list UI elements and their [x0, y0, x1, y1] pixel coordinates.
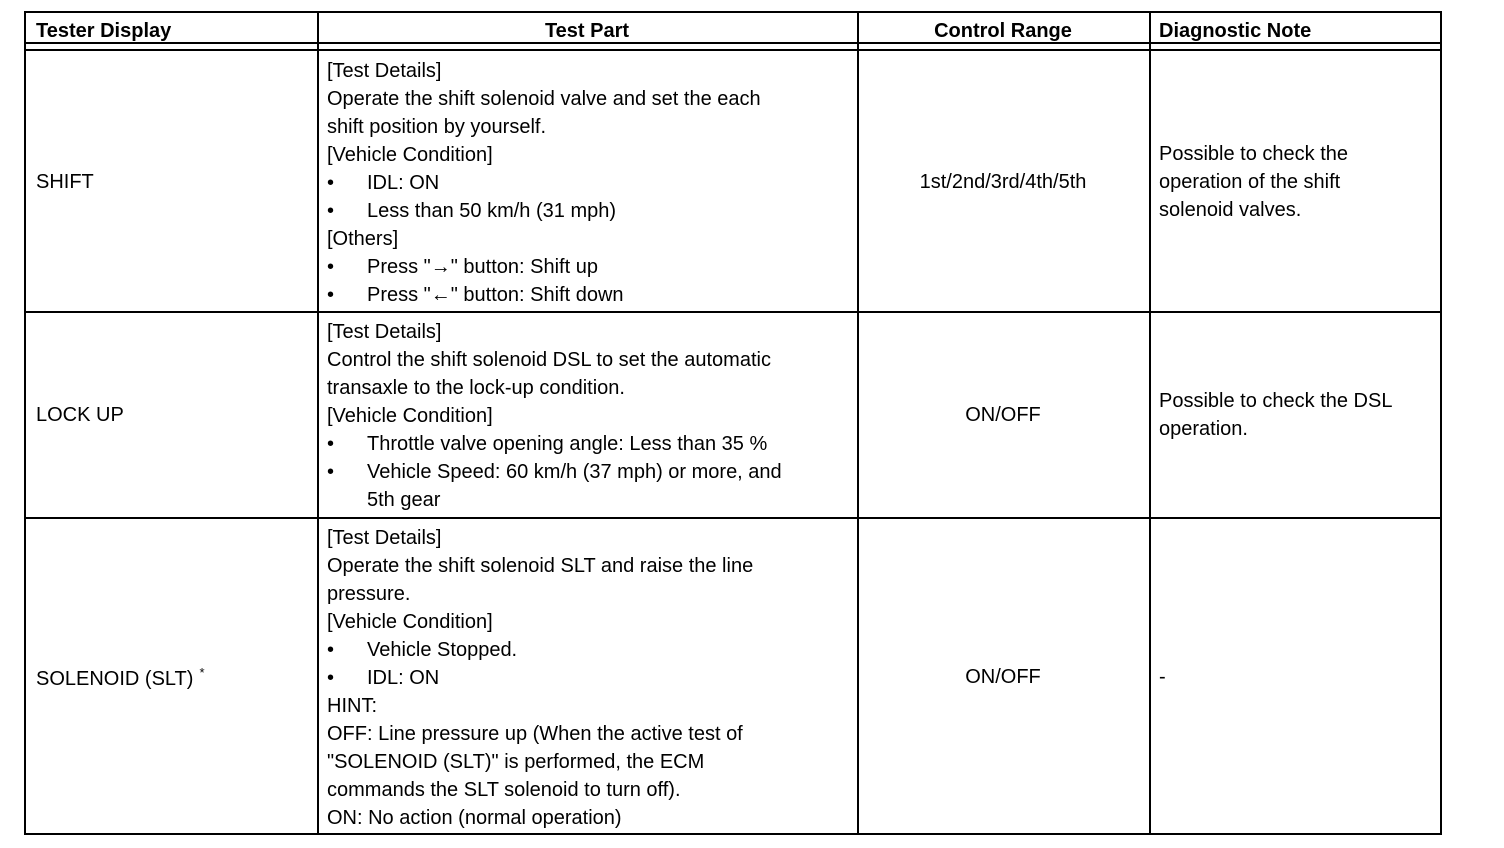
- vehicle-condition-label: [Vehicle Condition]: [327, 405, 493, 427]
- hint-label: HINT:: [327, 695, 377, 717]
- column-divider: [857, 13, 859, 833]
- bullet: •: [327, 256, 335, 278]
- list-item: • Press "→" button: Shift up: [327, 253, 847, 281]
- test-details-text: Control the shift solenoid DSL to set the automatic: [327, 349, 771, 371]
- row-divider: [26, 517, 1440, 519]
- row-lockup-diagnostic-note: Possible to check the DSL operation.: [1159, 390, 1393, 440]
- others-label: [Others]: [327, 228, 399, 250]
- row-solenoid-control-range: ON/OFF: [965, 666, 1041, 688]
- footnote-mark: *: [199, 665, 205, 681]
- header-test-part: Test Part: [544, 20, 630, 42]
- row-shift-tester-display: SHIFT: [36, 171, 94, 193]
- bullet: •: [327, 461, 335, 483]
- row-lockup-control-range: ON/OFF: [965, 404, 1041, 426]
- column-divider: [1149, 13, 1151, 833]
- vehicle-condition-label: [Vehicle Condition]: [327, 144, 493, 166]
- list-item: • Throttle valve opening angle: Less than 35 %: [327, 430, 847, 458]
- hint-text: "SOLENOID (SLT)" is performed, the ECM: [327, 751, 705, 773]
- list-item: • Less than 50 km/h (31 mph): [327, 197, 847, 225]
- active-test-table: [24, 11, 1442, 835]
- header-control-range: Control Range: [934, 20, 1072, 42]
- vehicle-condition-label: [Vehicle Condition]: [327, 611, 493, 633]
- test-details-label: [Test Details]: [327, 527, 442, 549]
- test-details-label: [Test Details]: [327, 321, 442, 343]
- header-divider: [26, 49, 1440, 51]
- row-lockup-test-part: [327, 318, 847, 514]
- row-shift-test-part: [327, 57, 847, 309]
- row-shift-diagnostic-note: Possible to check the operation of the shift solenoid valves.: [1159, 143, 1348, 221]
- hint-text: OFF: Line pressure up (When the active test of: [327, 723, 743, 745]
- list-item: • IDL: ON: [327, 169, 847, 197]
- hint-text: commands the SLT solenoid to turn off).: [327, 779, 681, 801]
- test-details-text: transaxle to the lock-up condition.: [327, 377, 625, 399]
- row-lockup-tester-display: LOCK UP: [36, 404, 124, 426]
- list-item: • Vehicle Speed: 60 km/h (37 mph) or more, and: [327, 458, 847, 486]
- row-solenoid-test-part: [327, 524, 847, 832]
- test-details-text: pressure.: [327, 583, 411, 605]
- bullet: •: [327, 200, 335, 222]
- row-solenoid-tester-display: SOLENOID (SLT) *: [36, 665, 205, 690]
- list-item: • Vehicle Stopped.: [327, 636, 847, 664]
- test-details-label: [Test Details]: [327, 60, 442, 82]
- row-shift-control-range: 1st/2nd/3rd/4th/5th: [919, 171, 1087, 193]
- test-details-text: shift position by yourself.: [327, 116, 546, 138]
- list-item: • Press "←" button: Shift down: [327, 281, 847, 309]
- bullet: •: [327, 284, 335, 306]
- bullet: •: [327, 172, 335, 194]
- test-details-text: Operate the shift solenoid valve and set the each: [327, 88, 761, 110]
- header-tester-display: Tester Display: [36, 20, 172, 42]
- bullet: •: [327, 639, 335, 661]
- bullet: •: [327, 667, 335, 689]
- list-item: • IDL: ON: [327, 664, 847, 692]
- hint-text: ON: No action (normal operation): [327, 807, 622, 829]
- row-solenoid-diagnostic-note: -: [1159, 666, 1166, 688]
- row-divider: [26, 311, 1440, 313]
- header-diagnostic-note: Diagnostic Note: [1159, 20, 1312, 42]
- column-divider: [317, 13, 319, 833]
- test-details-text: Operate the shift solenoid SLT and raise the line: [327, 555, 754, 577]
- list-item-continuation: 5th gear: [367, 489, 441, 511]
- bullet: •: [327, 433, 335, 455]
